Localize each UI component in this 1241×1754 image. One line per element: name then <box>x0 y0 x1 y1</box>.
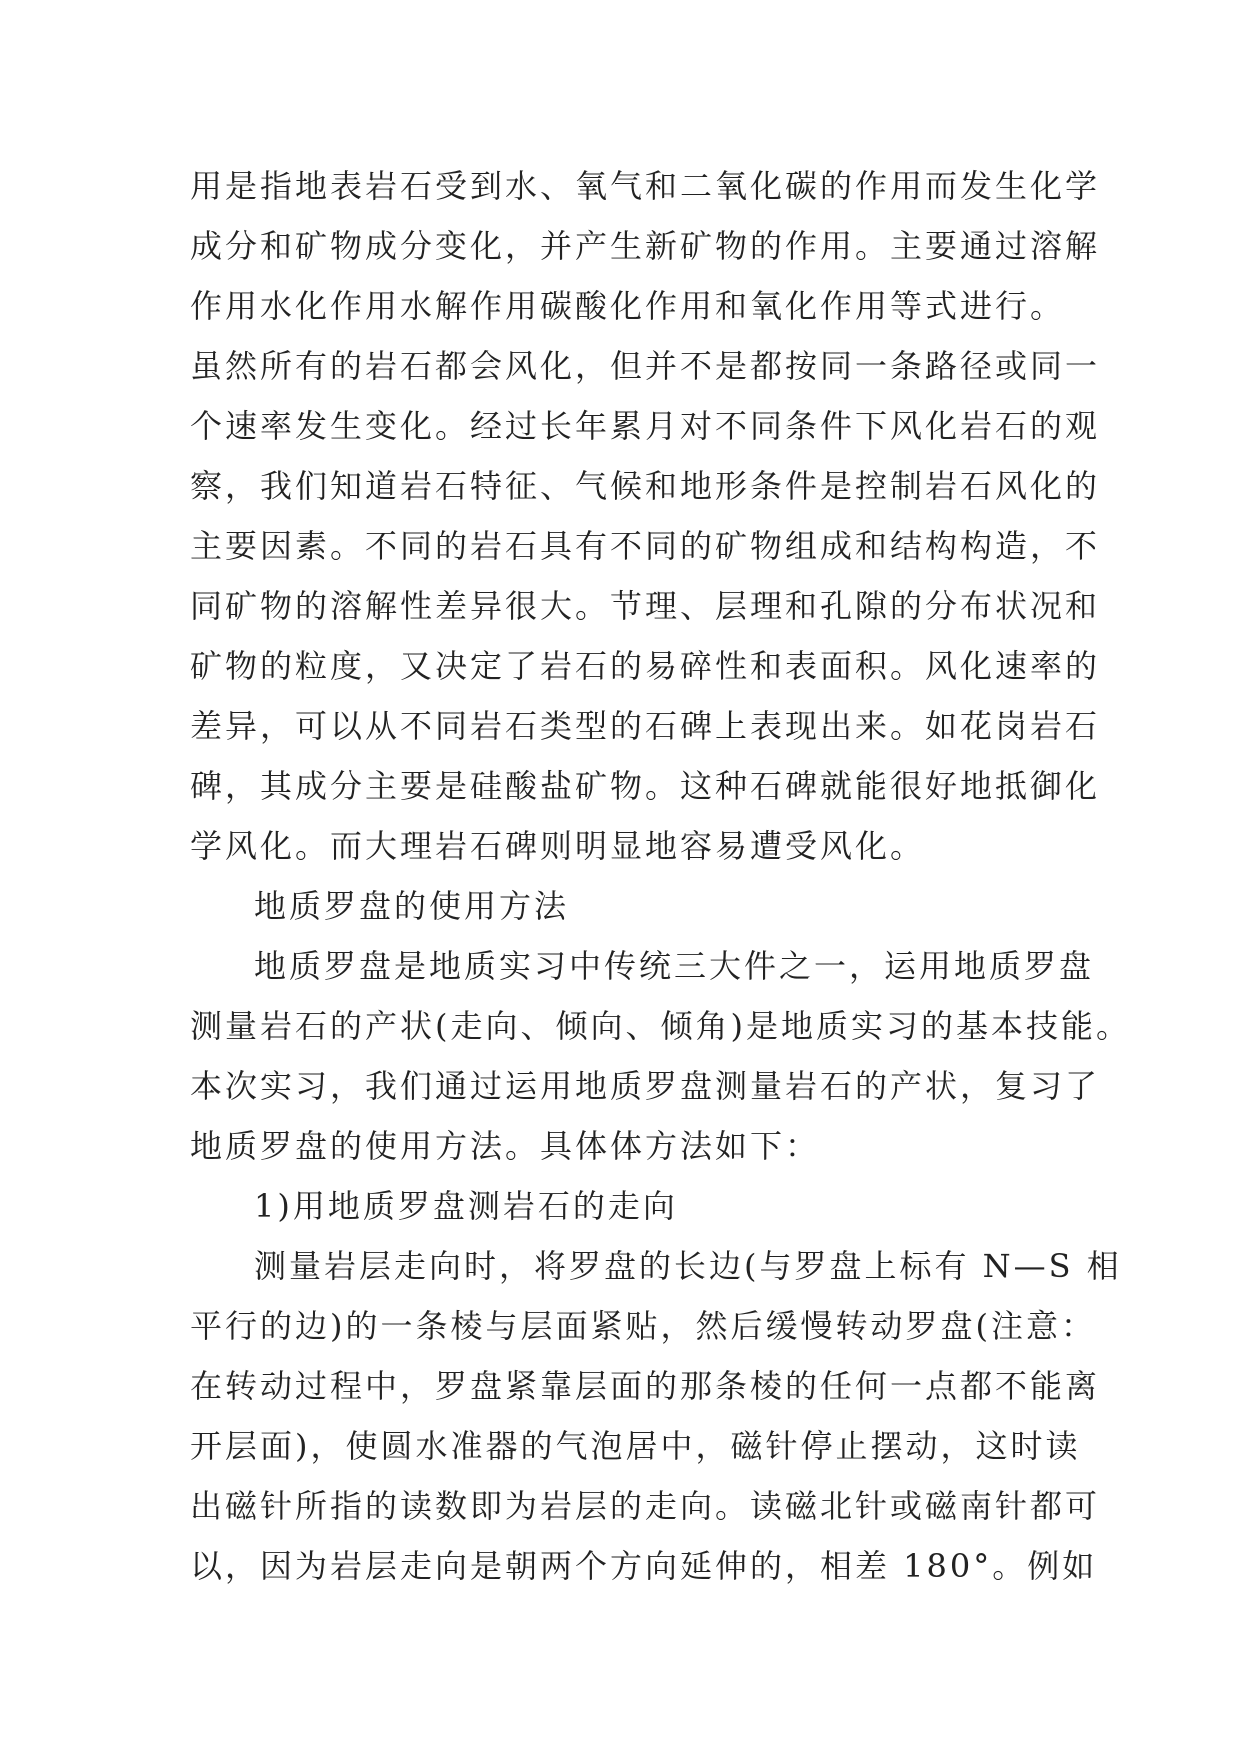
text-line: 出磁针所指的读数即为岩层的走向。读磁北针或磁南针都可 <box>190 1487 1101 1525</box>
text-line: 察，我们知道岩石特征、气候和地形条件是控制岩石风化的 <box>190 467 1101 505</box>
heading-line: 1)用地质罗盘测岩石的走向 <box>254 1187 678 1225</box>
document-body <box>190 156 1131 1596</box>
heading-line: 地质罗盘的使用方法 <box>254 887 570 925</box>
text-line: 开层面)，使圆水准器的气泡居中，磁针停止摆动，这时读 <box>190 1427 1081 1465</box>
text-line: 平行的边)的一条棱与层面紧贴，然后缓慢转动罗盘(注意： <box>190 1307 1096 1345</box>
text-line: 成分和矿物成分变化，并产生新矿物的作用。主要通过溶解 <box>190 227 1101 265</box>
text-line: 地质罗盘的使用方法。具体体方法如下： <box>190 1127 821 1165</box>
paragraph-compass-intro <box>190 936 1131 1176</box>
text-line: 测量岩层走向时，将罗盘的长边(与罗盘上标有 N—S 相 <box>254 1247 1122 1285</box>
text-line: 碑，其成分主要是硅酸盐矿物。这种石碑就能很好地抵御化 <box>190 767 1101 805</box>
text-line: 以，因为岩层走向是朝两个方向延伸的，相差 180°。例如 <box>190 1547 1098 1585</box>
section-heading-compass <box>190 876 1052 936</box>
text-line: 虽然所有的岩石都会风化，但并不是都按同一条路径或同一 <box>190 347 1101 385</box>
text-line: 主要因素。不同的岩石具有不同的矿物组成和结构构造，不 <box>190 527 1101 565</box>
text-line: 同矿物的溶解性差异很大。节理、层理和孔隙的分布状况和 <box>190 587 1101 625</box>
paragraph-weathering-chemical <box>190 156 1101 876</box>
section-heading-strike <box>190 1176 1052 1236</box>
text-line: 学风化。而大理岩石碑则明显地容易遭受风化。 <box>190 827 926 865</box>
text-line: 本次实习，我们通过运用地质罗盘测量岩石的产状，复习了 <box>190 1067 1101 1105</box>
text-line: 个速率发生变化。经过长年累月对不同条件下风化岩石的观 <box>190 407 1101 445</box>
paragraph-strike-method <box>190 1236 1122 1596</box>
text-line: 地质罗盘是地质实习中传统三大件之一，运用地质罗盘 <box>254 947 1095 985</box>
text-line: 作用水化作用水解作用碳酸化作用和氧化作用等式进行。 <box>190 287 1066 325</box>
text-line: 测量岩石的产状(走向、倾向、倾角)是地质实习的基本技能。 <box>190 1007 1131 1045</box>
text-line: 矿物的粒度，又决定了岩石的易碎性和表面积。风化速率的 <box>190 647 1101 685</box>
text-line: 在转动过程中，罗盘紧靠层面的那条棱的任何一点都不能离 <box>190 1367 1101 1405</box>
text-line: 差异，可以从不同岩石类型的石碑上表现出来。如花岗岩石 <box>190 707 1101 745</box>
text-line: 用是指地表岩石受到水、氧气和二氧化碳的作用而发生化学 <box>190 167 1101 205</box>
